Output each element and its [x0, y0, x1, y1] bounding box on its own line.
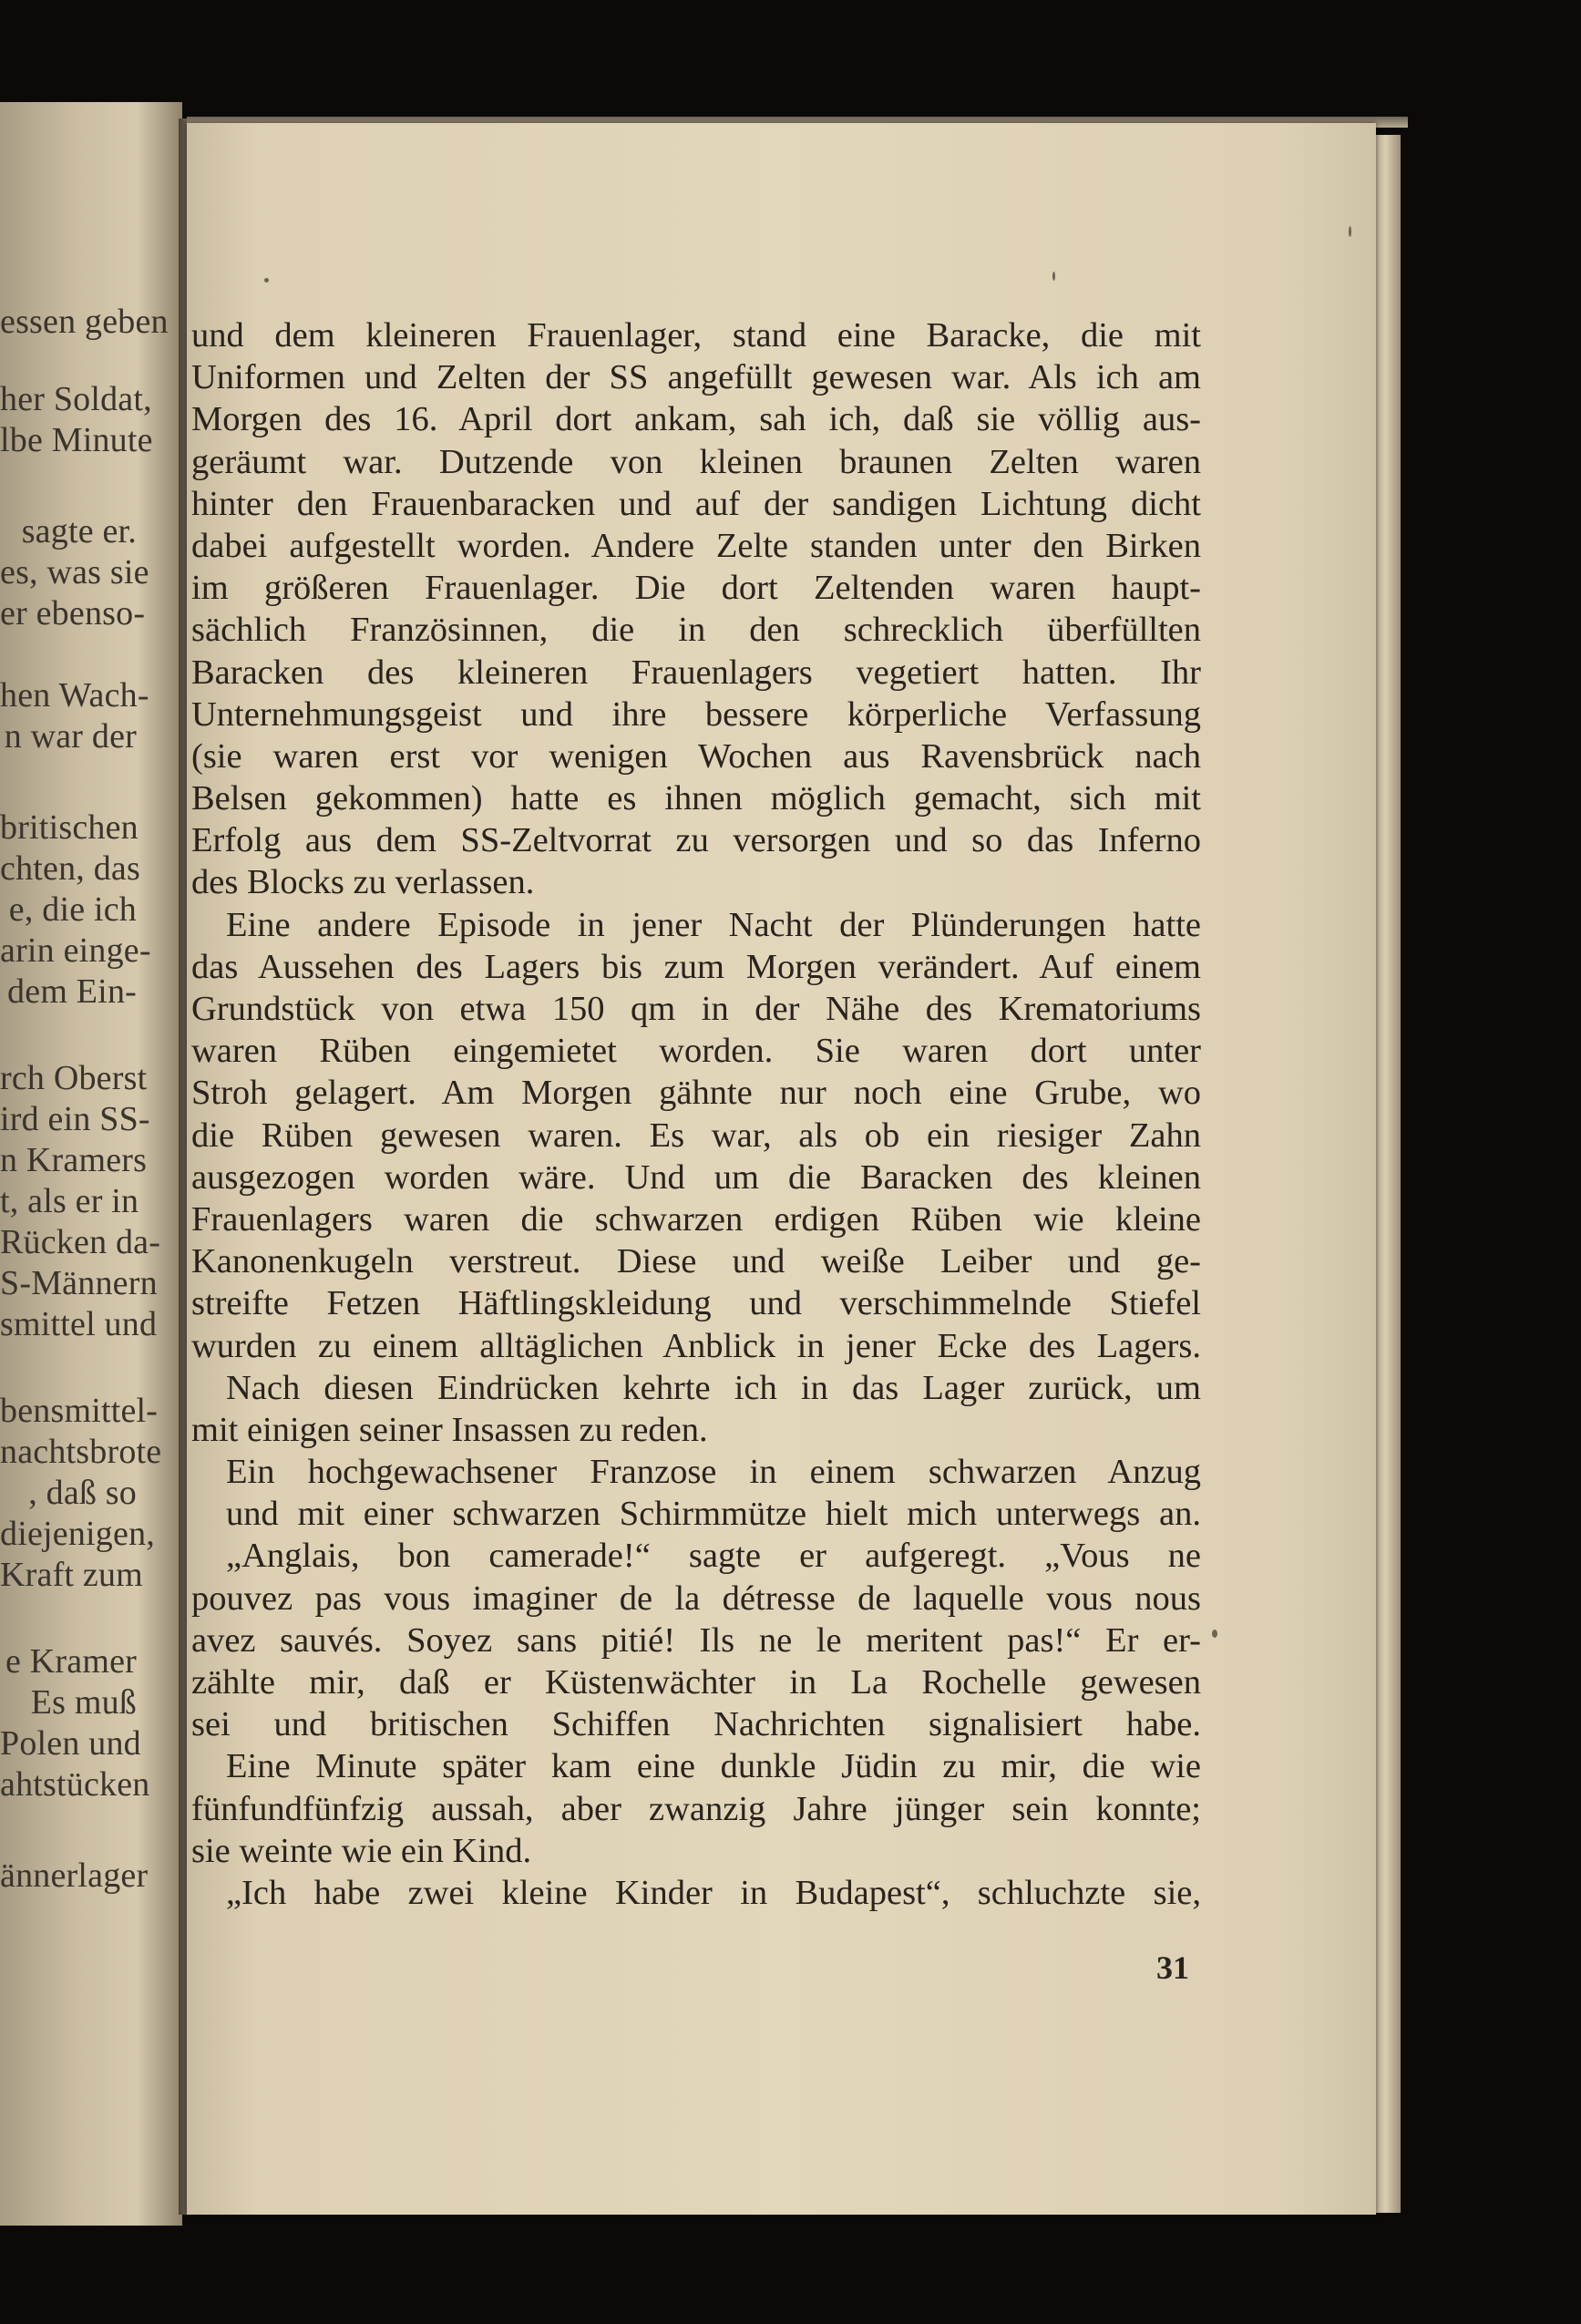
left-page-fragment: n war der: [4, 717, 137, 756]
left-page-fragment: smittel und: [0, 1305, 158, 1343]
left-page-fragment: ahtstücken: [0, 1765, 150, 1804]
left-page-fragment: Kraft zum: [0, 1556, 143, 1594]
left-page-fragment: dem Ein-: [7, 972, 137, 1011]
text-line: wurden zu einem alltäglichen Anblick in jener Ecke des Lagers.: [191, 1326, 1201, 1365]
text-line: geräumt war. Dutzende von kleinen braunen Zelten waren: [191, 442, 1201, 481]
text-line: sie weinte wie ein Kind.: [191, 1831, 532, 1870]
text-line: Uniformen und Zelten der SS angefüllt gewesen war. Als ich am: [191, 358, 1201, 397]
text-line: und dem kleineren Frauenlager, stand eine Baracke, die mit: [191, 316, 1201, 355]
text-line: Eine Minute später kam eine dunkle Jüdin zu mir, die wie: [226, 1747, 1201, 1786]
text-line: Morgen des 16. April dort ankam, sah ich, daß sie völlig aus-: [191, 400, 1201, 439]
paper-speck: [264, 278, 269, 283]
left-page-fragment: diejenigen,: [0, 1515, 155, 1553]
text-line: sei und britischen Schiffen Nachrichten signalisiert habe.: [191, 1705, 1201, 1744]
left-page-fragment: Es muß: [30, 1683, 137, 1722]
left-page-fragment: essen geben: [0, 303, 169, 341]
text-line: Belsen gekommen) hatte es ihnen möglich gemacht, sich mit: [191, 779, 1201, 818]
text-line: sächlich Französinnen, die in den schrecklich überfüllten: [191, 611, 1201, 650]
left-page-fragment: er ebenso-: [0, 594, 146, 632]
left-facing-page: [0, 102, 182, 2226]
text-line: und mit einer schwarzen Schirmmütze hielt mich unterwegs an.: [226, 1495, 1201, 1534]
left-page-fragment: e Kramer: [5, 1642, 137, 1681]
left-page-fragment: Rücken da-: [0, 1223, 161, 1261]
left-page-fragment: n Kramers: [0, 1141, 148, 1179]
text-line: Frauenlagers waren die schwarzen erdigen Rüben wie kleine: [191, 1199, 1201, 1239]
left-page-fragment: arin einge-: [0, 931, 151, 970]
text-line: die Rüben gewesen waren. Es war, als ob ein riesiger Zahn: [191, 1116, 1201, 1155]
text-line: im größeren Frauenlager. Die dort Zeltenden waren haupt-: [191, 569, 1201, 608]
text-line: des Blocks zu verlassen.: [191, 863, 535, 902]
text-line: Ein hochgewachsener Franzose in einem schwarzen Anzug: [226, 1453, 1201, 1492]
text-line: waren Rüben eingemietet worden. Sie waren dort unter: [191, 1032, 1201, 1071]
text-line: zählte mir, daß er Küstenwächter in La Rochelle gewesen: [191, 1663, 1201, 1702]
text-line: streifte Fetzen Häftlingskleidung und verschimmelnde Stiefel: [191, 1284, 1201, 1323]
text-line: Eine andere Episode in jener Nacht der Plünderungen hatte: [226, 905, 1201, 944]
text-line: das Aussehen des Lagers bis zum Morgen verändert. Auf einem: [191, 947, 1201, 986]
page-number: 31: [1156, 1949, 1189, 1986]
left-page-fragment: ännerlager: [0, 1856, 149, 1895]
paper-speck: [1349, 226, 1351, 237]
left-page-fragment: lbe Minute: [0, 421, 153, 459]
left-page-fragment: Polen und: [0, 1724, 141, 1763]
page-body-text: [191, 314, 1201, 1914]
text-line: Kanonenkugeln verstreut. Diese und weiße Leiber und ge-: [191, 1242, 1201, 1281]
text-line: ausgezogen worden wäre. Und um die Baracken des kleinen: [191, 1157, 1201, 1197]
text-line: „Anglais, bon camerade!“ sagte er aufgeregt. „Vous ne: [226, 1537, 1201, 1576]
text-line: dabei aufgestellt worden. Andere Zelte standen unter den Birken: [191, 526, 1201, 565]
left-page-fragment: e, die ich: [8, 890, 137, 929]
text-line: Nach diesen Eindrücken kehrte ich in das Lager zurück, um: [226, 1368, 1201, 1407]
left-page-fragment: sagte er.: [21, 512, 137, 550]
left-page-fragment: nachtsbrote: [0, 1433, 162, 1471]
left-page-fragment: bensmittel-: [0, 1392, 159, 1430]
left-page-fragment: britischen: [0, 808, 139, 847]
left-page-fragment: t, als er in: [0, 1182, 139, 1220]
text-line: mit einigen seiner Insassen zu reden.: [191, 1410, 708, 1449]
text-line: Grundstück von etwa 150 qm in der Nähe des Krematoriums: [191, 990, 1201, 1028]
text-line: hinter den Frauenbaracken und auf der sandigen Lichtung dicht: [191, 484, 1201, 523]
left-page-fragment: her Soldat,: [0, 380, 152, 418]
left-page-fragment: rch Oberst: [0, 1059, 148, 1097]
left-page-fragment: chten, das: [0, 849, 140, 888]
paper-speck: [1212, 1630, 1217, 1638]
text-line: avez sauvés. Soyez sans pitié! Ils ne le meritent pas!“ Er er-: [191, 1620, 1201, 1660]
left-page-fragment: S-Männern: [0, 1264, 158, 1302]
text-line: pouvez pas vous imaginer de la détresse de laquelle vous nous: [191, 1578, 1201, 1618]
text-line: Unternehmungsgeist und ihre bessere körperliche Verfassung: [191, 694, 1201, 734]
text-line: Erfolg aus dem SS-Zeltvorrat zu versorgen und so das Inferno: [191, 821, 1201, 860]
text-line: Stroh gelagert. Am Morgen gähnte nur noch eine Grube, wo: [191, 1074, 1201, 1113]
text-line: „Ich habe zwei kleine Kinder in Budapest“, schluchzte sie,: [226, 1873, 1201, 1912]
left-page-fragment: ird ein SS-: [0, 1100, 150, 1138]
left-page-fragment: es, was sie: [0, 553, 149, 591]
left-page-fragment: , daß so: [28, 1474, 137, 1512]
text-line: Baracken des kleineren Frauenlagers vegetiert hatten. Ihr: [191, 653, 1201, 692]
left-page-fragment: hen Wach-: [0, 676, 149, 715]
text-line: fünfundfünfzig aussah, aber zwanzig Jahre jünger sein konnte;: [191, 1789, 1201, 1828]
paper-speck: [1052, 272, 1055, 281]
text-line: (sie waren erst vor wenigen Wochen aus Ravensbrück nach: [191, 736, 1201, 776]
